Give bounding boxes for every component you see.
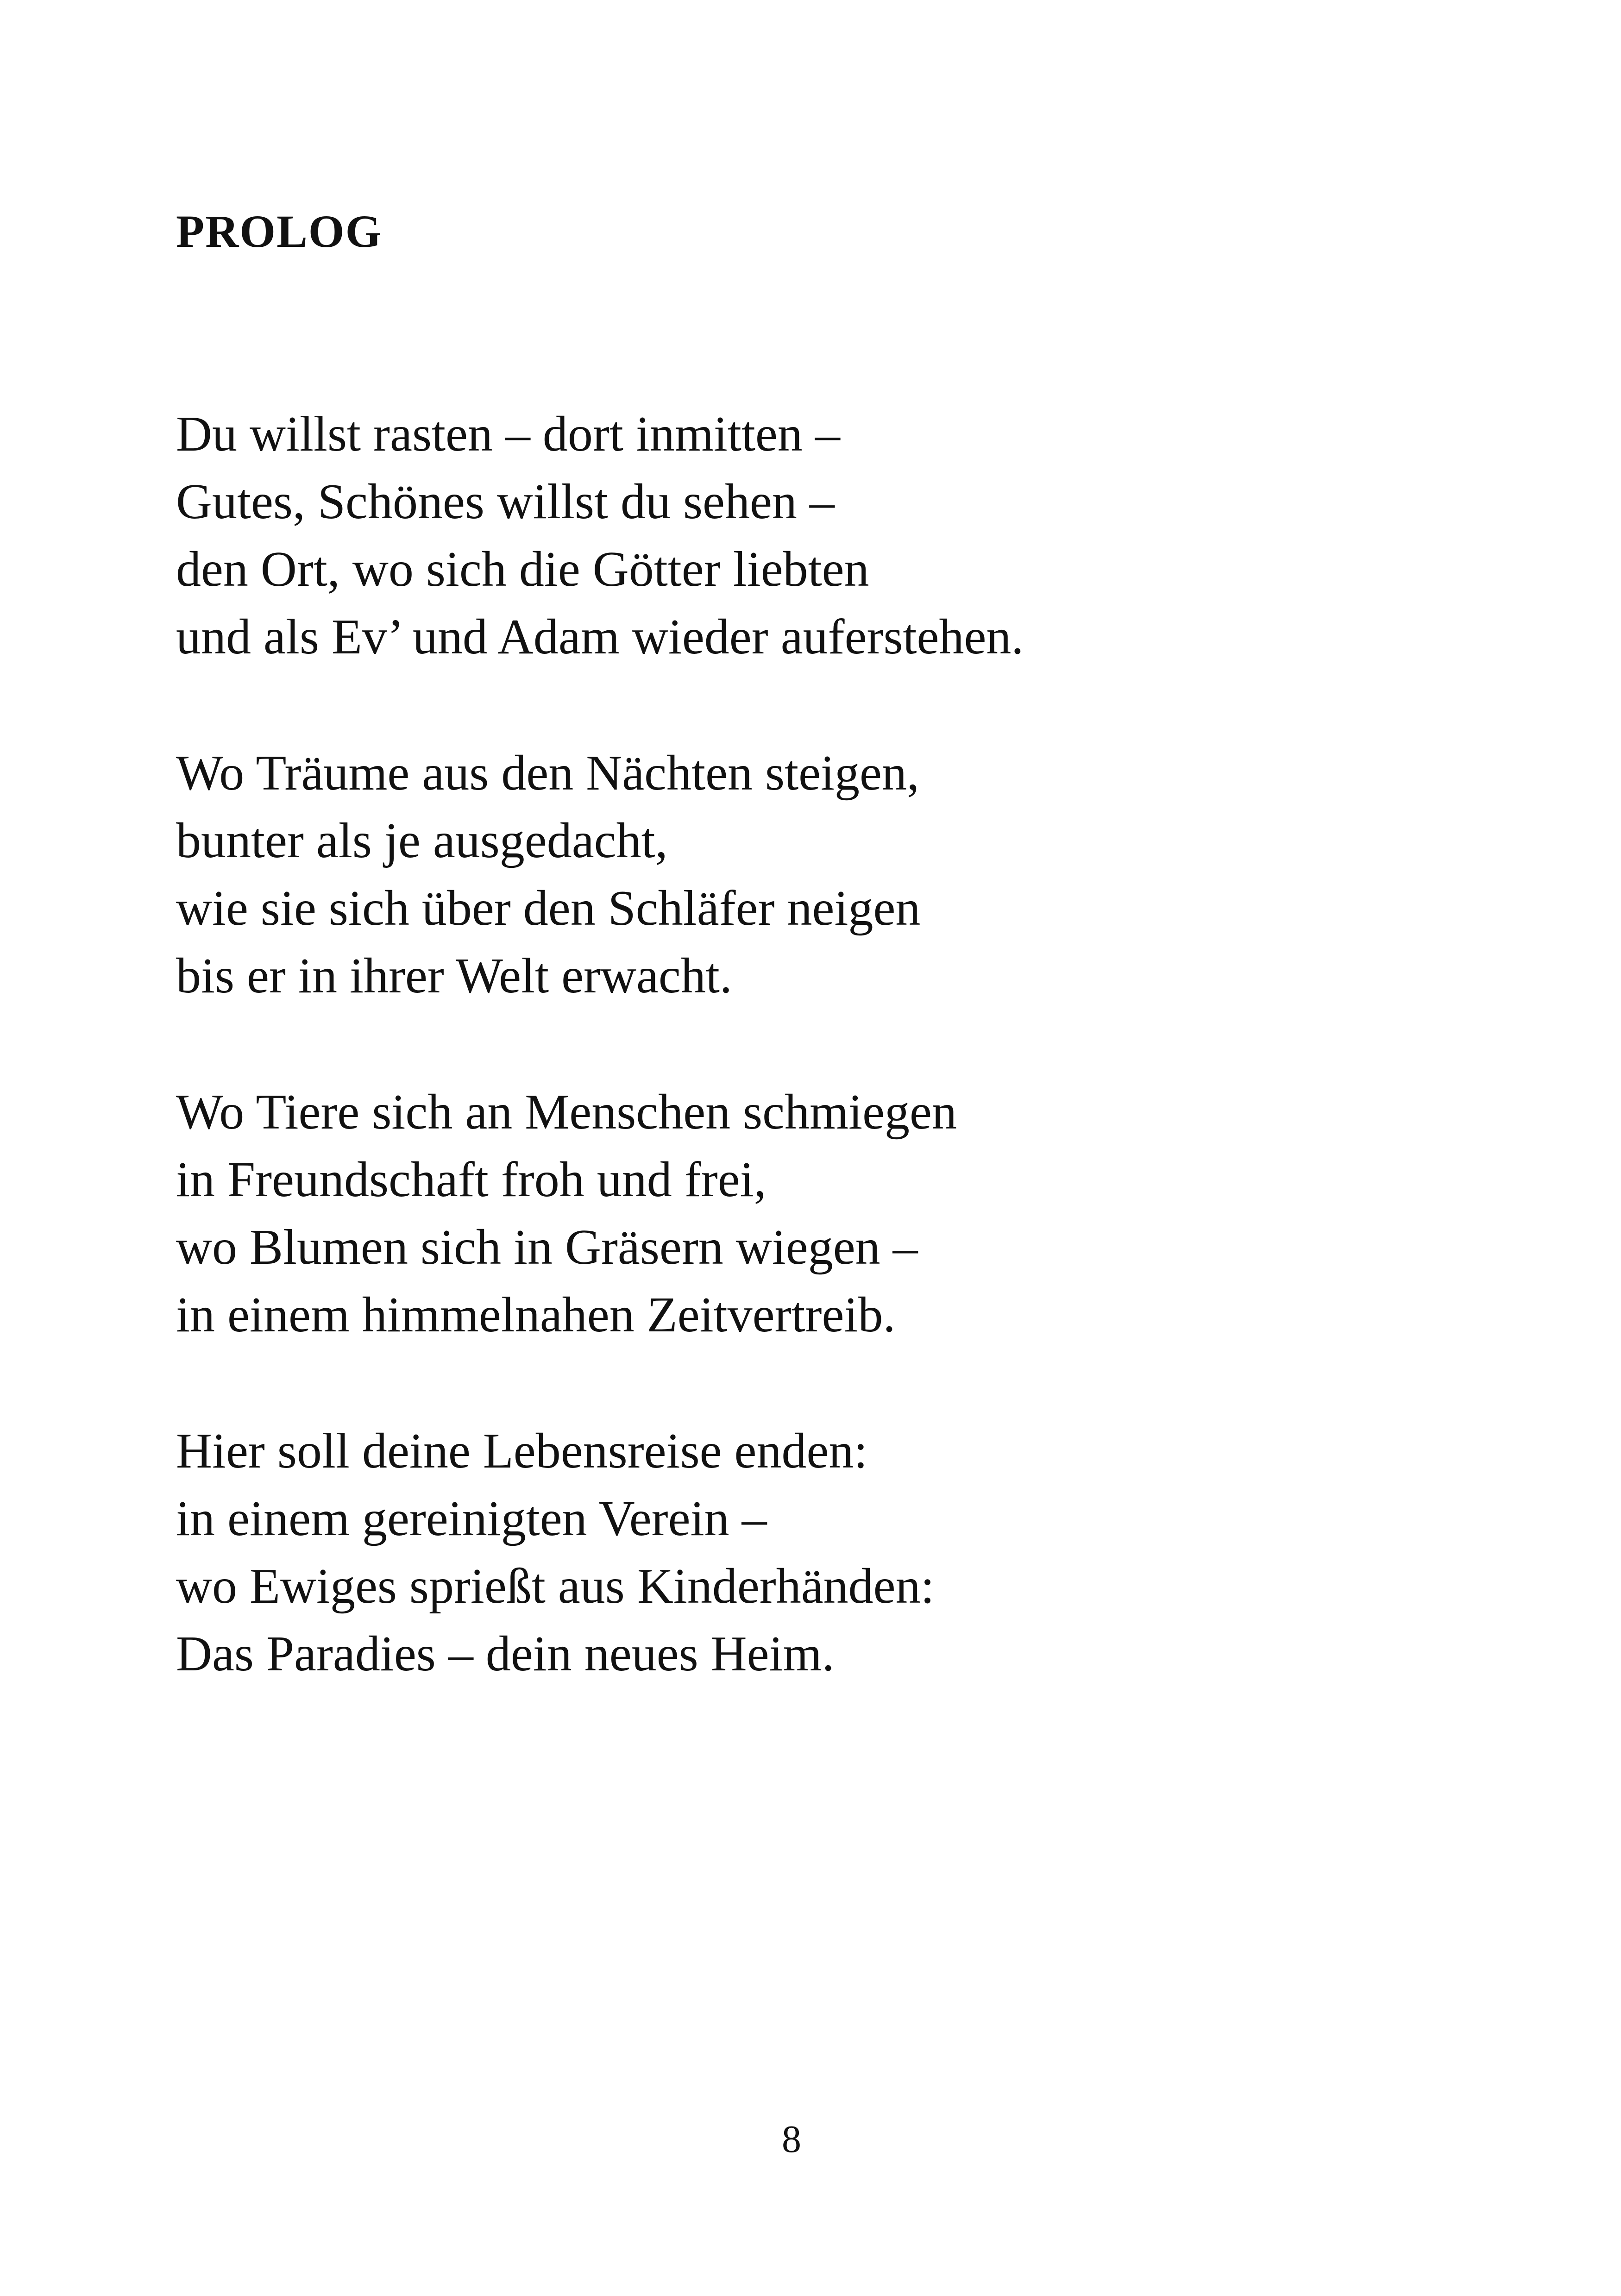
page-title: PROLOG <box>176 206 383 257</box>
poem-line: Du willst rasten – dort inmitten – <box>176 407 840 462</box>
poem-line: Wo Tiere sich an Menschen schmiegen <box>176 1085 957 1140</box>
poem <box>176 401 1473 1757</box>
stanza-2 <box>176 740 1473 1010</box>
poem-line: bunter als je ausgedacht, <box>176 813 668 868</box>
poem-line: in Freundschaft froh und frei, <box>176 1152 767 1207</box>
poem-line: und als Ev’ und Adam wieder auferstehen. <box>176 609 1024 665</box>
poem-line: Gutes, Schönes willst du sehen – <box>176 474 835 529</box>
poem-line: Wo Träume aus den Nächten steigen, <box>176 746 919 801</box>
poem-line: wo Blumen sich in Gräsern wiegen – <box>176 1220 918 1275</box>
stanza-3 <box>176 1079 1473 1349</box>
poem-line: bis er in ihrer Welt erwacht. <box>176 948 732 1004</box>
poem-line: den Ort, wo sich die Götter liebten <box>176 542 869 597</box>
poem-line: Das Paradies – dein neues Heim. <box>176 1626 835 1681</box>
poem-line: wo Ewiges sprießt aus Kinderhänden: <box>176 1559 935 1614</box>
stanza-4 <box>176 1418 1473 1688</box>
poem-line: in einem gereinigten Verein – <box>176 1491 767 1546</box>
poem-line: wie sie sich über den Schläfer neigen <box>176 881 921 936</box>
stanza-1 <box>176 401 1473 671</box>
poem-line: Hier soll deine Lebensreise enden: <box>176 1424 868 1479</box>
poem-line: in einem himmelnahen Zeitvertreib. <box>176 1287 896 1342</box>
page-number: 8 <box>782 2118 801 2161</box>
